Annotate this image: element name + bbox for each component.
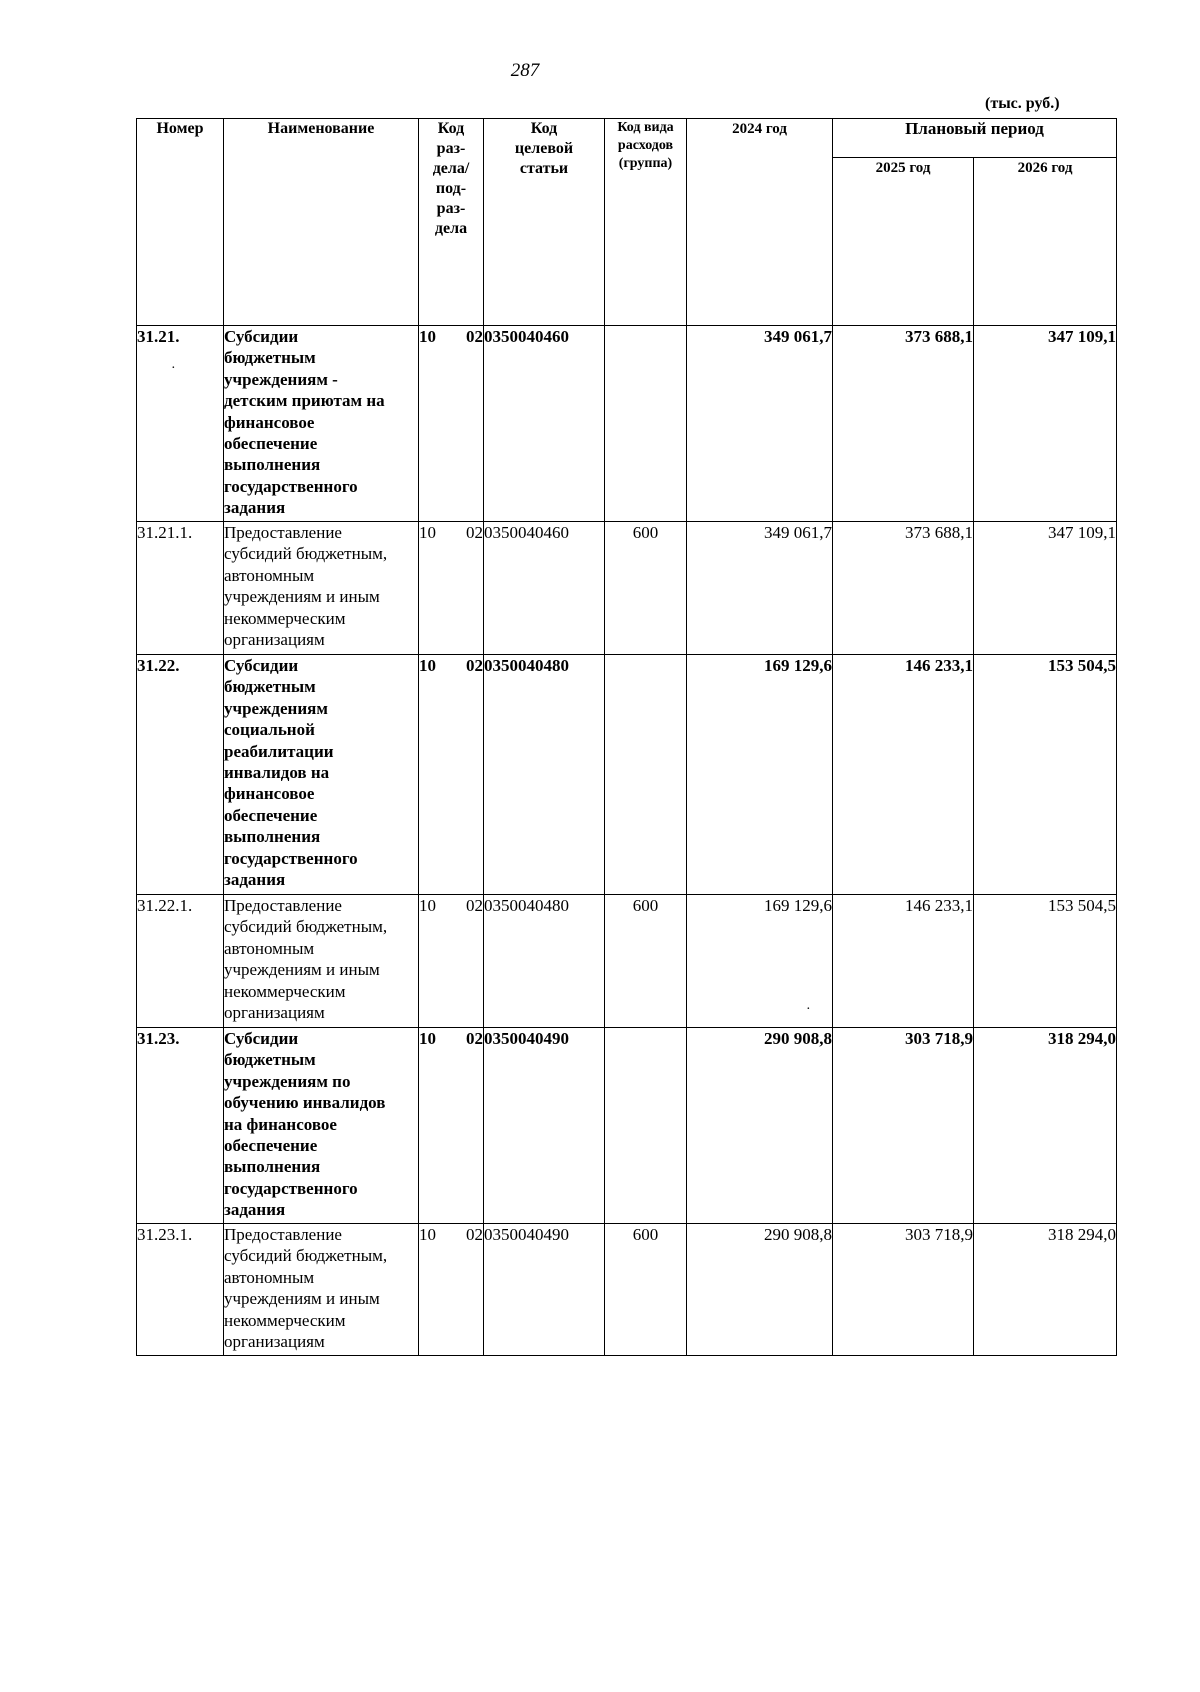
cell-expense-group: 600	[605, 895, 687, 1028]
cell-name-line: Субсидии	[224, 1029, 299, 1048]
header-group-line: Код вида	[617, 120, 674, 135]
cell-name-line: бюджетным	[224, 677, 316, 697]
cell-razdel-code: 10	[419, 1225, 436, 1244]
cell-2025: 373 688,1	[833, 326, 974, 522]
cell-podrazdel-code: 02	[466, 1225, 483, 1244]
cell-name-line: субсидий бюджетным,	[224, 1246, 388, 1266]
cell-podrazdel-code: 02	[466, 896, 483, 915]
header-razdel-line: под-	[435, 180, 467, 197]
header-planned-period: Плановый период	[833, 119, 1117, 158]
cell-number: 31.22.	[137, 655, 224, 895]
cell-razdel-code: 10	[419, 327, 436, 346]
cell-2025: 303 718,9	[833, 1224, 974, 1356]
header-group-line: расходов	[617, 138, 674, 153]
cell-name	[224, 895, 419, 1028]
cell-name-line: Предоставление	[224, 896, 342, 915]
header-razdel-line: раз-	[436, 200, 466, 217]
budget-table	[136, 118, 1117, 1356]
header-target-line: Код	[530, 120, 558, 137]
cell-name	[224, 655, 419, 895]
cell-2024: 290 908,8	[687, 1028, 833, 1224]
cell-2026: 347 109,1	[974, 326, 1117, 522]
cell-podrazdel-code: 02	[466, 656, 483, 675]
cell-podrazdel-code: 02	[466, 523, 483, 542]
cell-name-line: субсидий бюджетным,	[224, 544, 388, 564]
cell-target-code: 0350040480	[484, 895, 605, 1028]
cell-name-line: обеспечение	[224, 1136, 318, 1156]
cell-expense-group	[605, 326, 687, 522]
cell-2026: 318 294,0	[974, 1224, 1117, 1356]
cell-razdel	[419, 895, 484, 1028]
cell-expense-group	[605, 655, 687, 895]
page-number: 287	[510, 60, 540, 81]
cell-name-line: задания	[224, 1200, 286, 1220]
cell-2025: 373 688,1	[833, 522, 974, 655]
cell-name-line: субсидий бюджетным,	[224, 917, 388, 937]
cell-number: 31.23.	[137, 1028, 224, 1224]
header-target-line: целевой	[514, 140, 574, 157]
cell-name-line: учреждениям -	[224, 369, 338, 389]
cell-name-line: государственного	[224, 1178, 358, 1198]
cell-target-code: 0350040460	[484, 326, 605, 522]
cell-2026: 153 504,5	[974, 895, 1117, 1028]
header-razdel-line: дела/	[432, 160, 470, 177]
table-row	[137, 522, 1117, 655]
header-2024: 2024 год	[687, 119, 833, 326]
cell-2024: 169 129,6	[687, 895, 833, 1028]
cell-name-line: учреждениям и иным	[224, 960, 380, 980]
header-razdel-line: дела	[434, 220, 468, 237]
cell-2026: 153 504,5	[974, 655, 1117, 895]
cell-name-line: организациям	[224, 1332, 325, 1352]
cell-name-line: выполнения	[224, 827, 321, 847]
cell-name-line: выполнения	[224, 455, 321, 475]
cell-2024: 169 129,6	[687, 655, 833, 895]
cell-name-line: некоммерческим	[224, 608, 346, 628]
cell-expense-group	[605, 1028, 687, 1224]
cell-name-line: обеспечение	[224, 805, 318, 825]
units-label: (тыс. руб.)	[985, 95, 1060, 112]
cell-name-line: задания	[224, 870, 286, 890]
cell-number: 31.21.	[137, 326, 224, 522]
cell-name-line: Предоставление	[224, 523, 342, 542]
header-number: Номер	[137, 119, 224, 326]
cell-name-line: учреждениям и иным	[224, 1289, 380, 1309]
header-2026: 2026 год	[974, 158, 1117, 326]
table-row	[137, 895, 1117, 1028]
cell-razdel-code: 10	[419, 523, 436, 542]
header-razdel	[419, 119, 484, 326]
cell-2024: 349 061,7	[687, 522, 833, 655]
cell-name	[224, 1224, 419, 1356]
cell-name-line: учреждениям	[224, 698, 328, 718]
header-2025: 2025 год	[833, 158, 974, 326]
header-razdel-line: раз-	[436, 140, 466, 157]
stray-dot: ·	[171, 361, 176, 376]
cell-target-code: 0350040460	[484, 522, 605, 655]
cell-name-line: Субсидии	[224, 656, 299, 675]
header-row-1	[137, 119, 1117, 158]
cell-razdel-code: 10	[419, 656, 436, 675]
cell-name-line: некоммерческим	[224, 981, 346, 1001]
cell-name-line: финансовое	[224, 412, 315, 432]
cell-2026: 318 294,0	[974, 1028, 1117, 1224]
table-row	[137, 1028, 1117, 1224]
cell-2025: 146 233,1	[833, 895, 974, 1028]
cell-name-line: бюджетным	[224, 348, 316, 368]
cell-name-line: социальной	[224, 720, 315, 740]
cell-number: 31.22.1.	[137, 895, 224, 1028]
cell-name-line: бюджетным	[224, 1050, 316, 1070]
table-row	[137, 326, 1117, 522]
cell-2025: 303 718,9	[833, 1028, 974, 1224]
cell-2026: 347 109,1	[974, 522, 1117, 655]
cell-name-line: Субсидии	[224, 327, 299, 346]
cell-2024: 290 908,8	[687, 1224, 833, 1356]
cell-number: 31.23.1.	[137, 1224, 224, 1356]
cell-razdel-code: 10	[419, 896, 436, 915]
cell-name-line: организациям	[224, 630, 325, 650]
header-target-code	[484, 119, 605, 326]
stray-dot: ·	[806, 1002, 811, 1017]
table-row	[137, 1224, 1117, 1356]
cell-razdel	[419, 522, 484, 655]
header-name: Наименование	[224, 119, 419, 326]
header-razdel-line: Код	[437, 120, 465, 137]
cell-name-line: автономным	[224, 565, 315, 585]
cell-name-line: задания	[224, 498, 286, 518]
cell-name-line: автономным	[224, 1267, 315, 1287]
cell-2024: 349 061,7	[687, 326, 833, 522]
cell-2025: 146 233,1	[833, 655, 974, 895]
header-group-line: (группа)	[618, 156, 673, 171]
cell-name-line: инвалидов на	[224, 763, 330, 783]
cell-name-line: Предоставление	[224, 1225, 342, 1244]
header-target-line: статьи	[519, 160, 569, 177]
cell-name-line: государственного	[224, 848, 358, 868]
cell-target-code: 0350040490	[484, 1028, 605, 1224]
header-expense-group	[605, 119, 687, 326]
cell-name-line: учреждениям по	[224, 1071, 351, 1091]
cell-number: 31.21.1.	[137, 522, 224, 655]
cell-name-line: государственного	[224, 476, 358, 496]
cell-name	[224, 1028, 419, 1224]
cell-name-line: реабилитации	[224, 741, 334, 761]
cell-target-code: 0350040490	[484, 1224, 605, 1356]
cell-name-line: автономным	[224, 938, 315, 958]
table-row	[137, 655, 1117, 895]
cell-name-line: на финансовое	[224, 1114, 337, 1134]
cell-name	[224, 326, 419, 522]
cell-name-line: выполнения	[224, 1157, 321, 1177]
cell-target-code: 0350040480	[484, 655, 605, 895]
cell-razdel-code: 10	[419, 1029, 436, 1048]
cell-name-line: обучению инвалидов	[224, 1093, 386, 1113]
cell-name-line: детским приютам на	[224, 391, 385, 411]
cell-name-line: обеспечение	[224, 434, 318, 454]
cell-name-line: организациям	[224, 1003, 325, 1023]
cell-expense-group: 600	[605, 1224, 687, 1356]
cell-razdel	[419, 1028, 484, 1224]
cell-razdel	[419, 655, 484, 895]
cell-name-line: финансовое	[224, 784, 315, 804]
cell-razdel	[419, 326, 484, 522]
cell-podrazdel-code: 02	[466, 1029, 483, 1048]
cell-name-line: некоммерческим	[224, 1310, 346, 1330]
cell-name	[224, 522, 419, 655]
cell-razdel	[419, 1224, 484, 1356]
cell-expense-group: 600	[605, 522, 687, 655]
cell-name-line: учреждениям и иным	[224, 587, 380, 607]
cell-podrazdel-code: 02	[466, 327, 483, 346]
